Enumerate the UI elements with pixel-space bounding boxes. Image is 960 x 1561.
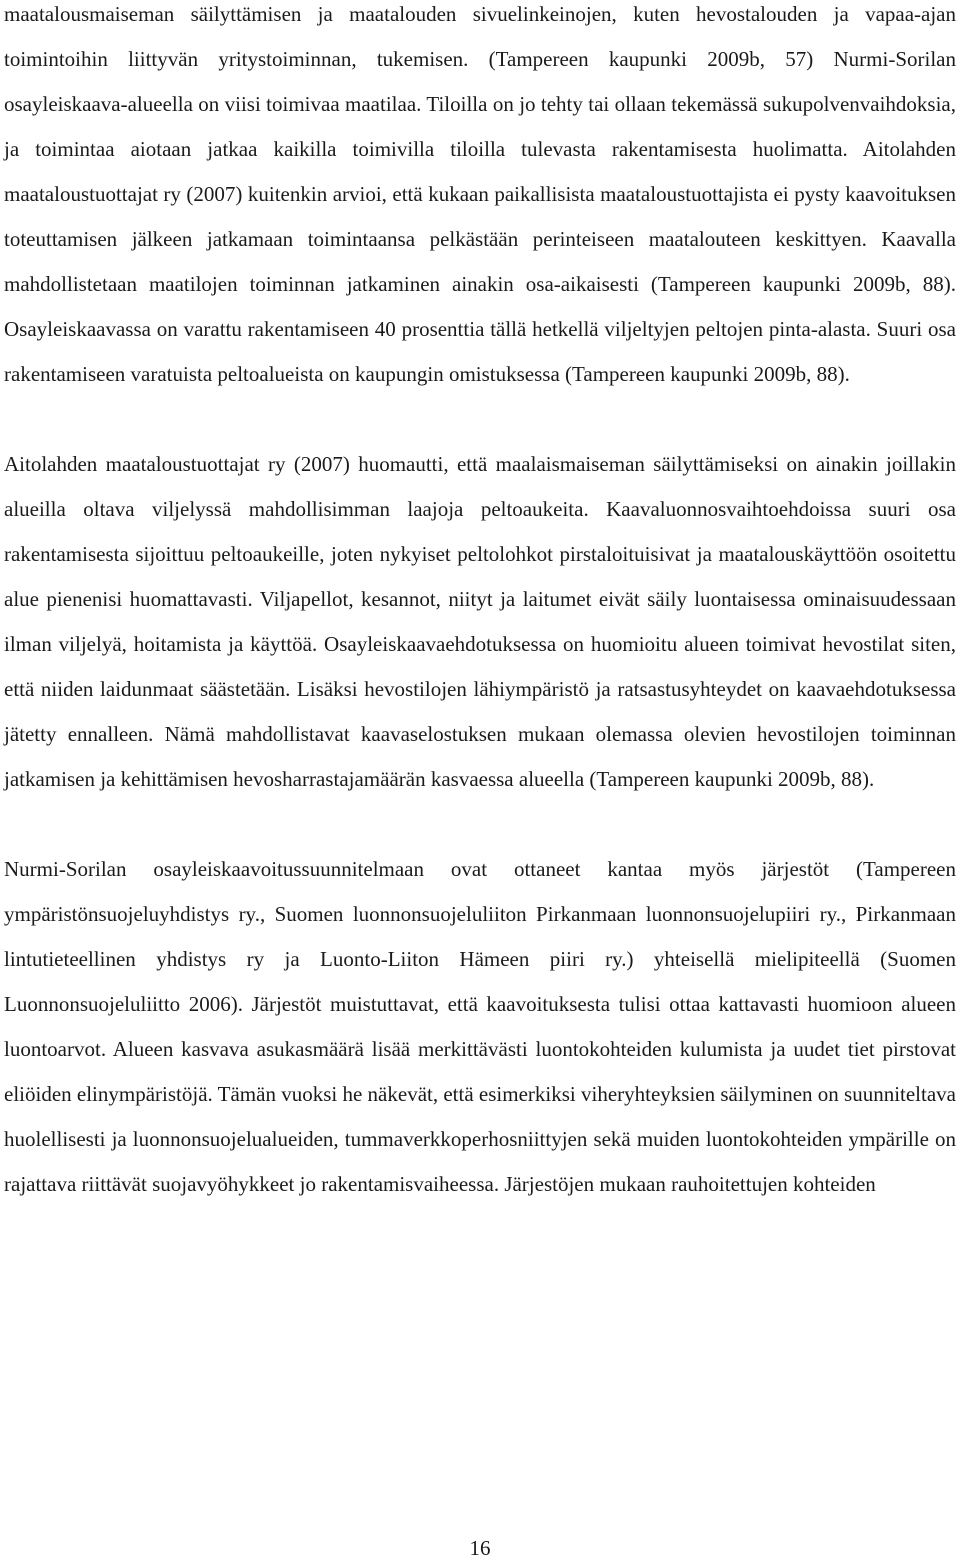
body-paragraph: Nurmi-Sorilan osayleiskaavoitussuunnitelmaan ovat ottaneet kantaa myös järjestöt (Tampereen ympäristönsuojeluyhdistys ry., Suomen luonnonsuojeluliiton Pirkanmaan luonnonsuojelupiiri ry., Pirkanmaan lintutieteellinen yhdistys ry ja Luonto-Liiton Hämeen piiri ry.) yhteisellä mielipiteellä (Suomen Luonnonsuojeluliitto 2006). Järjestöt muistuttavat, että kaavoituksesta tulisi ottaa kattavasti huomioon alueen luontoarvot. Alueen kasvava asukasmäärä lisää merkittävästi luontokohteiden kulumista ja uudet tiet pirstovat eliöiden elinympäristöjä. Tämän vuoksi he näkevät, että esimerkiksi viheryhteyksien säilyminen on suunniteltava huolellisesti ja luonnonsuojelualueiden, tummaverkkoperhosniittyjen sekä muiden luontokohteiden ympärille on rajattava riittävät suojavyöhykkeet jo rakentamisvaiheessa. Järjestöjen mukaan rauhoitettujen kohteiden xyxy=(4,857,956,1196)
body-paragraph: Aitolahden maataloustuottajat ry (2007) huomautti, että maalaismaiseman säilyttämiseksi on ainakin joillakin alueilla oltava viljelyssä mahdollisimman laajoja peltoaukeita. Kaavaluonnosvaihtoehdoissa suuri osa rakentamisesta sijoittuu peltoaukeille, joten nykyiset peltolohkot pirstaloituisivat ja maatalouskäyttöön osoitettu alue pienenisi huomattavasti. Viljapellot, kesannot, niityt ja laitumet eivät säily luontaisessa ominaisuudessaan ilman viljelyä, hoitamista ja käyttöä. Osayleiskaavaehdotuksessa on huomioitu alueen toimivat hevostilat siten, että niiden laidunmaat säästetään. Lisäksi hevostilojen lähiympäristö ja ratsastusyhteydet on kaavaehdotuksessa jätetty ennalleen. Nämä mahdollistavat kaavaselostuksen mukaan olemassa olevien hevostilojen toiminnan jatkamisen ja kehittämisen hevosharrastajamäärän kasvaessa alueella (Tampereen kaupunki 2009b, 88). xyxy=(4,452,956,791)
document-page xyxy=(4,0,956,1207)
page-number: 16 xyxy=(469,1536,491,1560)
body-paragraph: maatalousmaiseman säilyttämisen ja maatalouden sivuelinkeinojen, kuten hevostalouden ja vapaa-ajan toimintoihin liittyvän yritystoiminnan, tukemisen. (Tampereen kaupunki 2009b, 57) Nurmi-Sorilan osayleiskaava-alueella on viisi toimivaa maatilaa. Tiloilla on jo tehty tai ollaan tekemässä sukupolvenvaihdoksia, ja toimintaa aiotaan jatkaa kaikilla toimivilla tiloilla tulevasta rakentamisesta huolimatta. Aitolahden maataloustuottajat ry (2007) kuitenkin arvioi, että kukaan paikallisista maataloustuottajista ei pysty kaavoituksen toteuttamisen jälkeen jatkamaan toimintaansa pelkästään perinteiseen maatalouteen keskittyen. Kaavalla mahdollistetaan maatilojen toiminnan jatkaminen ainakin osa-aikaisesti (Tampereen kaupunki 2009b, 88). Osayleiskaavassa on varattu rakentamiseen 40 prosenttia tällä hetkellä viljeltyjen peltojen pinta-alasta. Suuri osa rakentamiseen varatuista peltoalueista on kaupungin omistuksessa (Tampereen kaupunki 2009b, 88). xyxy=(4,2,956,386)
